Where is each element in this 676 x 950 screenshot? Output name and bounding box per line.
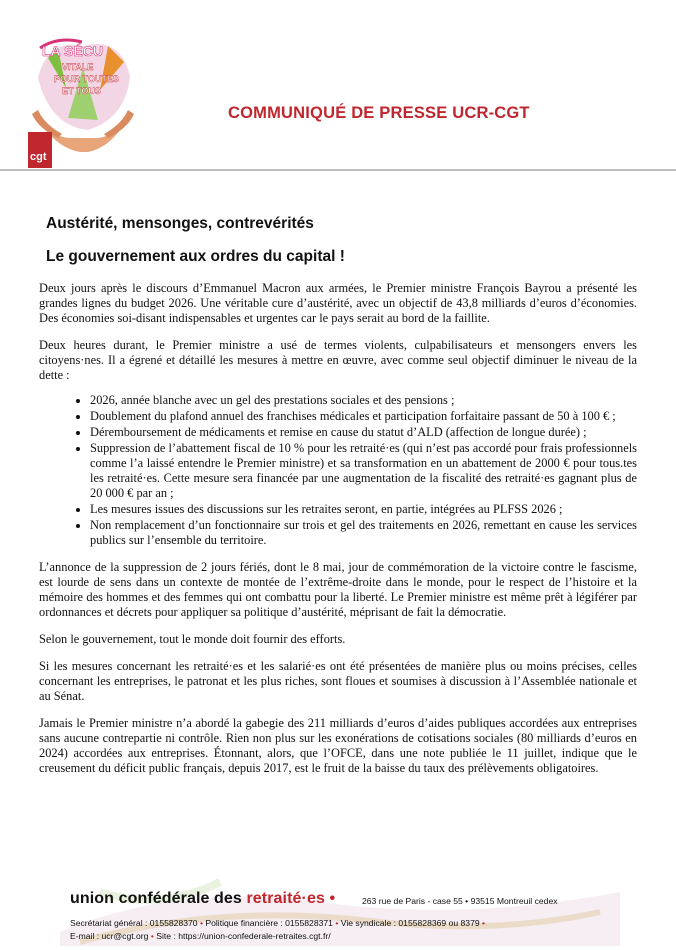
press-release-title: COMMUNIQUÉ DE PRESSE UCR-CGT — [228, 104, 530, 122]
paragraph-6: Jamais le Premier ministre n’a abordé la gabegie des 211 milliards d’euros d’aides publiques accordées aux entreprises sans aucune contrepartie ni contrôle. Rien non plus sur les exonérations de cotisations sociales (80 milliards d’euros en 2024) accordées aux entreprises. Étonnant, alors, que l’OFCE, dans une note publiée le 11 juillet, indique que le creusement du déficit public français, depuis 2017, est le fruit de la baisse du taux des prélèvements obligatoires. — [39, 716, 637, 775]
list-item: • Non remplacement d’un fonctionnaire sur trois et gel des traitements en 2026, remettant en cause les services publics sur l’ensemble du territoire. — [90, 518, 637, 548]
list-item: • 2026, année blanche avec un gel des prestations sociales et des pensions ; — [90, 393, 637, 408]
organization-name — [70, 890, 335, 908]
email-link[interactable]: E-mail : ucr@cgt.org — [70, 931, 149, 941]
paragraph-5: Si les mesures concernant les retraité·es et les salarié·es ont été présentées de manière plus ou moins précises, celles concernant les entreprises, le patronat et les plus riches, sont floues et soumises à discussion à l’Assemblée nationale et au Sénat. — [39, 659, 637, 703]
list-item: • Doublement du plafond annuel des franchises médicales et participation forfaitaire passant de 50 à 100 € ; — [90, 409, 637, 424]
paragraph-4: Selon le gouvernement, tout le monde doit fournir des efforts. — [39, 632, 346, 646]
measures-list — [39, 393, 637, 548]
paragraph-2: Deux heures durant, le Premier ministre a usé de termes violents, culpabilisateurs et mensongers envers les citoyens·nes. Il a égrené et détaillé les mesures à mettre en œuvre, avec comme seul objectif diminuer le niveau de la dette : — [39, 338, 637, 382]
logo-line3: POUR TOUTES — [54, 74, 119, 84]
separator: • — [479, 918, 486, 928]
org-name-part2: retraité·es — [246, 890, 325, 907]
logo-line2: VITALE — [62, 62, 94, 72]
contact-web — [70, 931, 331, 941]
org-name-bullet: • — [324, 890, 336, 907]
article-title: Austérité, mensonges, contrevérités — [46, 215, 314, 232]
article — [39, 214, 637, 776]
org-name-part1: union confédérale des — [70, 890, 247, 907]
list-item: • Les mesures issues des discussions sur les retraites seront, en partie, intégrées au PLFSS 2026 ; — [90, 502, 637, 517]
list-item: • Déremboursement de médicaments et remise en cause du statut d’ALD (affection de longue durée) ; — [90, 425, 637, 440]
logo-line4: ET TOUS — [62, 86, 101, 96]
article-subtitle: Le gouvernement aux ordres du capital ! — [46, 248, 345, 265]
separator: • — [197, 918, 206, 928]
secretariat-phone: Secrétariat général : 0155828370 — [70, 918, 198, 928]
contact-phones — [70, 918, 485, 928]
logo-line1: LA SÉCU — [42, 43, 103, 59]
header-divider — [0, 169, 676, 171]
logo-brand: cgt — [30, 151, 47, 163]
website-link[interactable]: Site : https://union-confederale-retraites.cgt.fr/ — [156, 931, 331, 941]
separator: • — [332, 918, 341, 928]
header — [0, 0, 676, 170]
list-item: • Suppression de l’abattement fiscal de 10 % pour les retraité·es (qui n’est pas accordé pour frais professionnels comme l’a laissé entendre le Premier ministre) et sa transformation en un abattement de 2000 € pour tous.tes les retraité·es. Cette mesure sera financée par une augmentation de la fiscalité des retraité·es gagnant plus de 20 000 € par an ; — [90, 441, 637, 501]
address: 263 rue de Paris - case 55 • 93515 Montreuil cedex — [362, 896, 558, 906]
separator: • — [148, 931, 157, 941]
paragraph-3: L’annonce de la suppression de 2 jours fériés, dont le 8 mai, jour de commémoration de la victoire contre le fascisme, est lourde de sens dans un contexte de montée de l’extrême-droite dans le monde, pour le respect de l’histoire et la mémoire des hommes et des femmes qui ont combattu pour la liberté. Le Premier ministre est même prêt à légiférer par ordonnances et décrets pour appliquer sa politique d’austérité, méprisant de fait la démocratie. — [39, 560, 637, 619]
paragraph-1: Deux jours après le discours d’Emmanuel Macron aux armées, le Premier ministre François Bayrou a présenté les grandes lignes du budget 2026. Une véritable cure d’austérité, avec un objectif de 43,8 milliards d’euros d’économies. Des économies soi-disant indispensables et urgentes car le pays serait au bord de la faillite. — [39, 281, 637, 325]
union-phone: Vie syndicale : 0155828369 ou 8379 — [340, 918, 480, 928]
finance-phone: Politique financière : 0155828371 — [205, 918, 333, 928]
secu-logo — [28, 28, 138, 168]
